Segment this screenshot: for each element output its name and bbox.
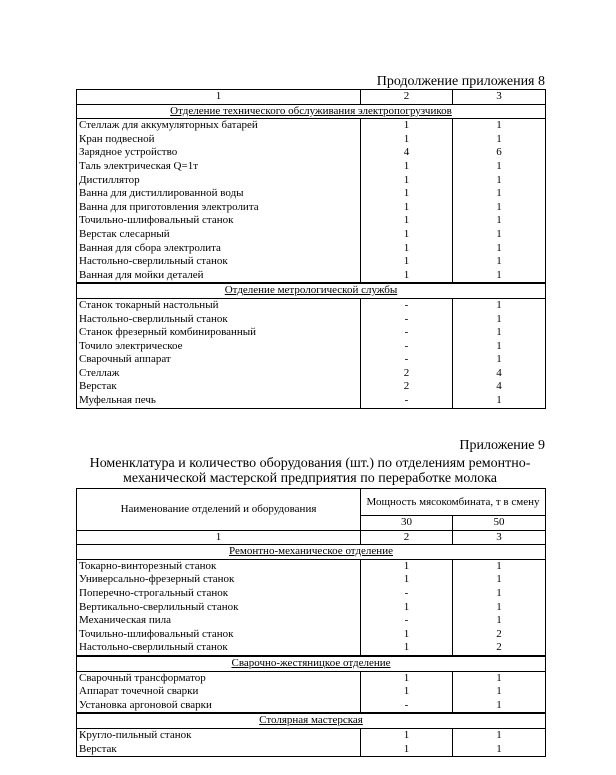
quantity-cell: 1 [453,214,546,228]
equipment-table-appendix-8 [76,89,546,409]
equipment-name: Ванна для дистиллированной воды [79,187,244,200]
quantity-cell: 2 [361,380,453,394]
column-number: 1 [77,90,361,105]
quantity-cell: 2 [453,641,546,656]
table-row [77,573,546,587]
column-number: 2 [361,90,453,105]
equipment-name: Ванна для приготовления электролита [79,200,259,213]
quantity-cell: - [361,298,453,312]
table-row [77,313,546,327]
column-number: 3 [453,90,546,105]
quantity-cell: 1 [361,133,453,147]
quantity-cell: 1 [453,559,546,573]
table-row [77,187,546,201]
table-row [77,133,546,147]
quantity-cell: 1 [361,160,453,174]
equipment-name: Верстак [79,380,117,393]
table-row [77,614,546,628]
quantity-cell: 1 [453,255,546,269]
equipment-name: Сварочный аппарат [79,353,171,366]
quantity-cell: 1 [453,326,546,340]
equipment-name: Ванная для сбора электролита [79,241,221,254]
table-row [77,119,546,133]
table-row [77,641,546,656]
quantity-cell: 1 [453,743,546,757]
quantity-cell: 1 [361,255,453,269]
table-row [77,174,546,188]
quantity-cell: 1 [361,628,453,642]
table-row [77,671,546,685]
equipment-name: Поперечно-строгальный станок [79,586,229,599]
equipment-name: Кругло-пильный станок [79,728,192,741]
quantity-cell: - [361,313,453,327]
table-row [77,201,546,215]
quantity-cell: 2 [361,367,453,381]
quantity-cell: 1 [453,174,546,188]
table-row [77,628,546,642]
quantity-cell: 1 [453,614,546,628]
section-header-row [77,656,546,671]
quantity-cell: 1 [453,573,546,587]
header-row [77,489,546,516]
quantity-cell: 1 [361,214,453,228]
table-row [77,367,546,381]
section-title: Сварочно-жестяницкое отделение [231,656,391,669]
equipment-name: Универсально-фрезерный станок [79,573,235,586]
table-row [77,728,546,742]
quantity-cell: 1 [453,601,546,615]
table-row [77,214,546,228]
quantity-cell: 1 [453,728,546,742]
quantity-cell: 1 [361,685,453,699]
quantity-cell: 1 [453,394,546,408]
quantity-cell: 1 [361,728,453,742]
quantity-cell: 1 [361,174,453,188]
equipment-name: Настольно-сверлильный станок [79,255,228,268]
table-body [77,489,546,757]
section-header-cell [77,104,546,119]
table-caption: Номенклатура и количество оборудования (шт.) по отделениям ремонтно-механической мастерской предприятия по переработке молока [89,456,531,486]
quantity-cell: 1 [453,699,546,714]
quantity-cell: 1 [453,353,546,367]
column-number: 3 [453,530,546,545]
quantity-cell: 4 [361,146,453,160]
equipment-name: Вертикально-сверлильный станок [79,600,239,613]
quantity-cell: 4 [453,380,546,394]
equipment-name: Точильно-шлифовальный станок [79,627,234,640]
section-header-cell [77,656,546,671]
equipment-name: Таль электрическая Q=1т [79,159,198,172]
quantity-cell: 1 [453,587,546,601]
section-header-row [77,104,546,119]
equipment-name: Муфельная печь [79,394,156,407]
equipment-name: Кран подвесной [79,132,155,145]
quantity-cell: - [361,326,453,340]
quantity-cell: - [361,614,453,628]
table-row [77,326,546,340]
equipment-name: Ванная для мойки деталей [79,268,204,281]
quantity-cell: 1 [361,269,453,284]
section-header-cell [77,713,546,728]
section-header-row [77,713,546,728]
equipment-name: Верстак слесарный [79,227,170,240]
quantity-cell: 1 [453,201,546,215]
quantity-cell: 1 [453,160,546,174]
column-number: 1 [77,530,361,545]
column-number: 2 [361,530,453,545]
quantity-cell: 1 [361,559,453,573]
equipment-name: Дистиллятор [79,173,140,186]
table-row [77,587,546,601]
equipment-name: Станок токарный настольный [79,298,219,311]
equipment-table-appendix-9 [76,488,546,757]
quantity-cell: 1 [453,119,546,133]
equipment-name: Стеллаж [79,366,120,379]
quantity-cell: - [361,340,453,354]
quantity-cell: 1 [453,340,546,354]
column-number-row [77,90,546,105]
quantity-cell: 1 [361,228,453,242]
quantity-cell: 4 [453,367,546,381]
column-header-30: 30 [361,516,453,531]
section-header-row [77,545,546,560]
equipment-name: Токарно-винторезный станок [79,559,217,572]
table-row [77,269,546,284]
table-row [77,743,546,757]
continuation-title: Продолжение приложения 8 [376,74,545,89]
equipment-name: Точильно-шлифовальный станок [79,214,234,227]
quantity-cell: 1 [453,242,546,256]
equipment-name: Настольно-сверлильный станок [79,641,228,654]
quantity-cell: 1 [453,685,546,699]
quantity-cell: 1 [453,187,546,201]
quantity-cell: 1 [453,228,546,242]
quantity-cell: 1 [453,133,546,147]
table-row [77,699,546,714]
table-row [77,353,546,367]
quantity-cell: 1 [453,298,546,312]
quantity-cell: 1 [361,201,453,215]
table-row [77,601,546,615]
section-title: Ремонтно-механическое отделение [229,545,393,558]
appendix-9-title: Приложение 9 [459,438,545,453]
quantity-cell: 6 [453,146,546,160]
quantity-cell: 1 [361,119,453,133]
table-row [77,298,546,312]
section-title: Столярная мастерская [259,714,363,727]
equipment-name: Станок фрезерный комбинированный [79,326,257,339]
quantity-cell: - [361,353,453,367]
quantity-cell: - [361,699,453,714]
quantity-cell: 1 [453,269,546,284]
column-header-50: 50 [453,516,546,531]
table-row [77,160,546,174]
table-row [77,380,546,394]
equipment-name: Механическая пила [79,614,171,627]
table-row [77,559,546,573]
section-title: Отделение метрологической службы [224,284,398,297]
column-number-row [77,530,546,545]
quantity-cell: 1 [361,641,453,656]
quantity-cell: 1 [361,187,453,201]
equipment-name: Настольно-сверлильный станок [79,312,228,325]
column-header-name: Наименование отделений и оборудования [77,489,361,531]
table-row [77,255,546,269]
table-row [77,340,546,354]
table-row [77,685,546,699]
equipment-name: Верстак [79,742,117,755]
quantity-cell: - [361,394,453,408]
section-title: Отделение технического обслуживания электропогрузчиков [170,104,452,117]
table-row [77,242,546,256]
table-row [77,228,546,242]
equipment-name: Установка аргоновой сварки [79,698,212,711]
quantity-cell: 1 [361,573,453,587]
equipment-name: Точило электрическое [79,339,183,352]
quantity-cell: - [361,587,453,601]
section-header-cell [77,545,546,560]
equipment-name: Сварочный трансформатор [79,671,206,684]
quantity-cell: 1 [361,671,453,685]
equipment-name: Стеллаж для аккумуляторных батарей [79,119,258,132]
section-header-row [77,283,546,298]
quantity-cell: 1 [361,601,453,615]
equipment-name: Аппарат точечной сварки [79,685,199,698]
column-header-capacity: Мощность мясокомбината, т в смену [361,489,546,516]
quantity-cell: 2 [453,628,546,642]
section-header-cell [77,283,546,298]
equipment-name: Зарядное устройство [79,146,178,159]
table-row [77,394,546,408]
quantity-cell: 1 [453,671,546,685]
quantity-cell: 1 [361,743,453,757]
quantity-cell: 1 [361,242,453,256]
table-body [77,90,546,409]
quantity-cell: 1 [453,313,546,327]
table-row [77,146,546,160]
